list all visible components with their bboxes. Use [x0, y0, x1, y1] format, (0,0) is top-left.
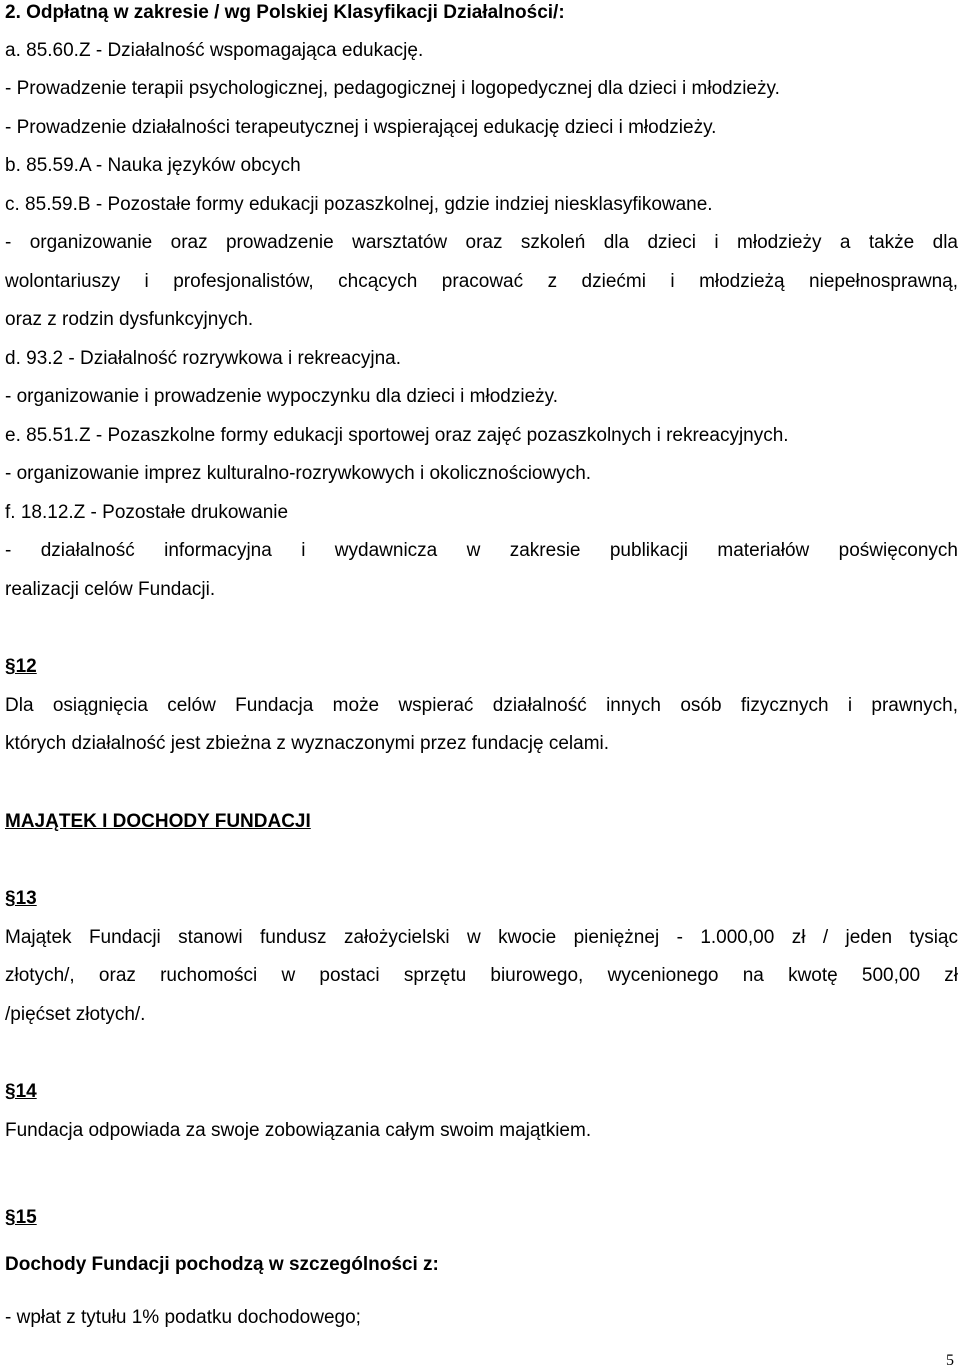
heading-paid-activity: 2. Odpłatną w zakresie / wg Polskiej Klasyfikacji Działalności/:: [5, 2, 565, 23]
activity-detail: - organizowanie i prowadzenie wypoczynku dla dzieci i młodzieży.: [5, 386, 559, 407]
chapter-heading: MAJĄTEK I DOCHODY FUNDACJI: [5, 811, 311, 832]
section-15-heading: Dochody Fundacji pochodzą w szczególności z:: [5, 1254, 439, 1275]
section-number-15: §15: [5, 1207, 37, 1228]
activity-item-c: c. 85.59.B - Pozostałe formy edukacji pozaszkolnej, gdzie indziej niesklasyfikowane.: [5, 194, 713, 215]
section-number-13: §13: [5, 888, 37, 909]
activity-item-b: b. 85.59.A - Nauka języków obcych: [5, 155, 301, 176]
activity-detail: wolontariuszy i profesjonalistów, chcących pracować z dziećmi i młodzieżą niepełnosprawną,: [5, 271, 958, 292]
activity-detail: realizacji celów Fundacji.: [5, 579, 216, 600]
activity-detail: - działalność informacyjna i wydawnicza w zakresie publikacji materiałów poświęconych: [5, 540, 958, 561]
section-12-text: których działalność jest zbieżna z wyznaczonymi przez fundację celami.: [5, 733, 610, 754]
activity-item-e: e. 85.51.Z - Pozaszkolne formy edukacji sportowej oraz zajęć pozaszkolnych i rekreacyjnych.: [5, 425, 789, 446]
section-14-text: Fundacja odpowiada za swoje zobowiązania całym swoim majątkiem.: [5, 1120, 592, 1141]
activity-detail: - Prowadzenie terapii psychologicznej, pedagogicznej i logopedycznej dla dzieci i młodzieży.: [5, 78, 780, 99]
activity-detail: - organizowanie imprez kulturalno-rozrywkowych i okolicznościowych.: [5, 463, 592, 484]
section-13-text: Majątek Fundacji stanowi fundusz założycielski w kwocie pieniężnej - 1.000,00 zł / jeden tysiąc: [5, 927, 958, 948]
activity-item-d: d. 93.2 - Działalność rozrywkowa i rekreacyjna.: [5, 348, 401, 369]
activity-item-a: a. 85.60.Z - Działalność wspomagająca edukację.: [5, 40, 424, 61]
section-13-text: złotych/, oraz ruchomości w postaci sprzętu biurowego, wycenionego na kwotę 500,00 zł: [5, 965, 958, 986]
section-number-12: §12: [5, 656, 37, 677]
section-12-text: Dla osiągnięcia celów Fundacja może wspierać działalność innych osób fizycznych i prawnych,: [5, 695, 958, 716]
section-number-14: §14: [5, 1081, 37, 1102]
activity-detail: - Prowadzenie działalności terapeutycznej i wspierającej edukację dzieci i młodzieży.: [5, 117, 717, 138]
activity-item-f: f. 18.12.Z - Pozostałe drukowanie: [5, 502, 289, 523]
activity-detail: - organizowanie oraz prowadzenie warsztatów oraz szkoleń dla dzieci i młodzieży a także dla: [5, 232, 958, 253]
section-13-text: /pięćset złotych/.: [5, 1004, 146, 1025]
activity-detail: oraz z rodzin dysfunkcyjnych.: [5, 309, 254, 330]
page-number: 5: [946, 1352, 954, 1369]
section-15-text: - wpłat z tytułu 1% podatku dochodowego;: [5, 1307, 361, 1328]
